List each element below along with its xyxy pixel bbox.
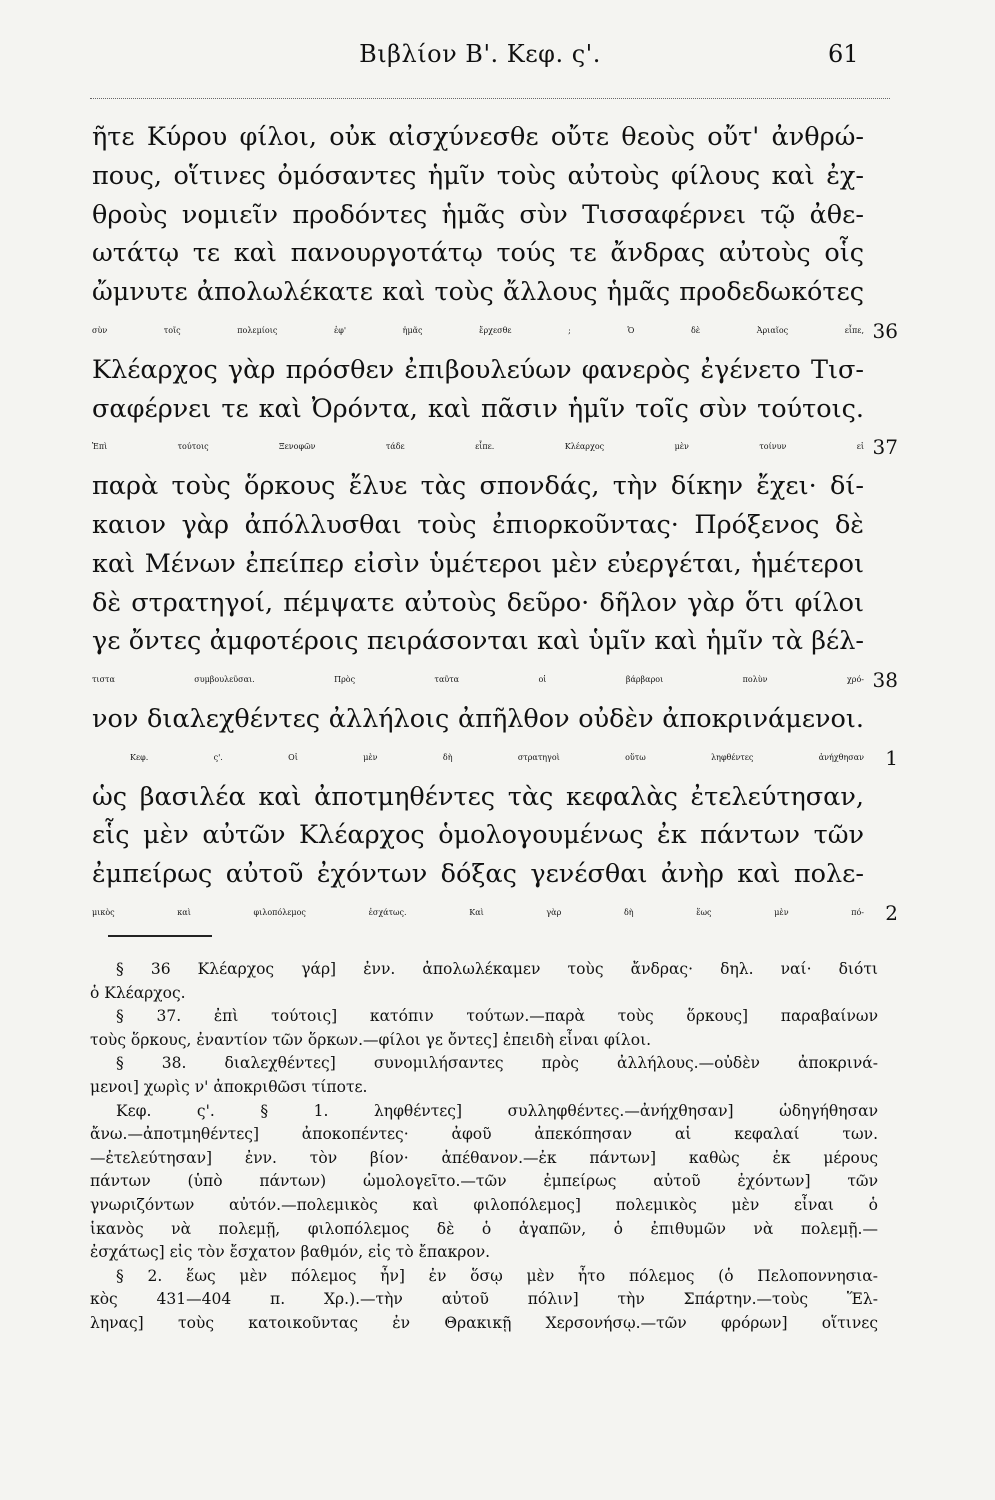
- section-number: 36: [872, 318, 898, 343]
- footnote-line: —ἐτελεύτησαν] ἐνν. τὸν βίον· ἀπέθανον.—ἐκ πάντων] καθὼς ἐκ μέρους: [90, 1148, 878, 1167]
- line-text: καὶ Μένων ἐπείπερ εἰσὶν ὑμέτεροι μὲν εὐεργέται, ἡμέτεροι: [92, 548, 864, 579]
- text-line: [92, 467, 864, 506]
- footnote-line: § 37. ἐπὶ τούτοις] κατόπιν τούτων.—παρὰ τοὺς ὅρκους] παραβαίνων: [116, 1007, 878, 1026]
- line-text: θροὺς νομιεῖν προδόντες ἡμᾶς σὺν Τισσαφέρνει τῷ ἀθε-: [92, 199, 864, 230]
- line-text: σαφέρνει τε καὶ Ὀρόντα, καὶ πᾶσιν ἡμῖν τοῖς σὺν τούτοις.: [92, 393, 864, 424]
- line-text: ὡς βασιλέα καὶ ἀποτμηθέντες τὰς κεφαλὰς ἐτελεύτησαν,: [92, 781, 864, 812]
- line-text: Ἐπὶ τούτοις Ξενοφῶν τάδε εἶπε. Κλέαρχος μὲν τοίνυν εἰ: [92, 442, 864, 452]
- text-line: [92, 351, 864, 390]
- line-text: νον διαλεχθέντες ἀλλήλοις ἀπῆλθον οὐδὲν ἀποκρινάμενοι.: [92, 703, 864, 734]
- text-line: [92, 894, 898, 933]
- footnote-line: πάντων (ὑπὸ πάντων) ὡμολογεῖτο.—τῶν ἐμπείρως αὐτοῦ ἐχόντων] τῶν: [90, 1172, 878, 1191]
- footnote-line: τοὺς ὅρκους, ἐναντίον τῶν ὅρκων.—φίλοι γε ὄντες] ἐπειδὴ εἶναι φίλοι.: [90, 1030, 652, 1049]
- section-number: 38: [872, 668, 898, 693]
- text-line: [92, 428, 898, 467]
- text-line: [92, 622, 864, 661]
- line-text: μικὸς καὶ φιλοπόλεμος ἐσχάτως. Καὶ γὰρ δὴ ἕως μὲν πό-: [92, 907, 864, 917]
- line-text: τιστα συμβουλεῦσαι. Πρὸς ταῦτα οἱ βάρβαροι πολὺν χρό-: [92, 675, 864, 685]
- section-number: 37: [872, 435, 898, 460]
- section-number: 1: [885, 745, 898, 770]
- page-header: [0, 40, 995, 80]
- text-line: [92, 196, 864, 235]
- footnote-line: ἐσχάτως] εἰς τὸν ἔσχατον βαθμόν, εἰς τὸ ἔπακρον.: [90, 1243, 491, 1262]
- text-line: [92, 778, 864, 817]
- line-text: ωτάτῳ τε καὶ πανουργοτάτῳ τούς τε ἄνδρας αὐτοὺς οἷς: [92, 238, 864, 269]
- line-text: πους, οἵτινες ὀμόσαντες ἡμῖν τοὺς αὐτοὺς φίλους καὶ ἐχ-: [92, 160, 864, 191]
- line-text: παρὰ τοὺς ὅρκους ἔλυε τὰς σπονδάς, τὴν δίκην ἔχει· δί-: [92, 471, 864, 502]
- text-line: [92, 118, 864, 157]
- footnote-line: ὁ Κλέαρχος.: [90, 983, 186, 1002]
- footnote-line: ληνας] τοὺς κατοικοῦντας ἐν Θρακικῇ Χερσονήσῳ.—τῶν φρόρων] οἵτινες: [90, 1313, 878, 1332]
- text-line: [92, 390, 864, 429]
- line-text: ὤμνυτε ἀπολωλέκατε καὶ τοὺς ἄλλους ἡμᾶς προδεδωκότες: [92, 277, 864, 308]
- line-text: Κλέαρχος γὰρ πρόσθεν ἐπιβουλεύων φανερὸς ἐγένετο Τισ-: [92, 354, 864, 385]
- line-text: εἷς μὲν αὐτῶν Κλέαρχος ὁμολογουμένως ἐκ πάντων τῶν: [92, 820, 864, 851]
- footnote-line: ἄνω.—ἀποτμηθέντες] ἀποκοπέντες· ἀφοῦ ἀπεκόπησαν αἱ κεφαλαί των.: [90, 1125, 878, 1144]
- text-line: [92, 234, 864, 273]
- line-text: καιον γὰρ ἀπόλλυσθαι τοὺς ἐπιορκοῦντας· Πρόξενος δὲ: [92, 509, 864, 540]
- footnote-line: § 2. ἕως μὲν πόλεμος ἦν] ἐν ὅσῳ μὲν ἦτο πόλεμος (ὁ Πελοποννησια-: [116, 1266, 878, 1285]
- text-line: [92, 739, 898, 778]
- text-line: [92, 506, 864, 545]
- text-line: [92, 157, 864, 196]
- footnotes: [90, 958, 878, 1336]
- footnote-line: γνωριζόντων αὐτόν.—πολεμικὸς καὶ φιλοπόλεμος] πολεμικὸς μὲν εἶναι ὁ: [90, 1195, 878, 1214]
- text-line: [92, 661, 898, 700]
- line-text: Κεφ. ς'. Οἱ μὲν δὴ στρατηγοὶ οὕτω ληφθέντες ἀνήχθησαν: [130, 752, 864, 762]
- text-line: [92, 273, 864, 312]
- line-text: δὲ στρατηγοί, πέμψατε αὐτοὺς δεῦρο· δῆλον γὰρ ὅτι φίλοι: [92, 587, 864, 618]
- footnote-line: κὸς 431—404 π. Χρ.).—τὴν αὐτοῦ πόλιν] τὴν Σπάρτην.—τοὺς Ἕλ-: [90, 1290, 878, 1309]
- header-rule: [90, 98, 890, 99]
- line-text: ἐμπείρως αὐτοῦ ἐχόντων δόξας γενέσθαι ἀνὴρ καὶ πολε-: [92, 859, 864, 890]
- text-line: [92, 545, 864, 584]
- footnote-line: § 38. διαλεχθέντες] συνομιλήσαντες πρὸς ἀλλήλους.—οὐδὲν ἀποκρινά-: [116, 1054, 878, 1073]
- footnote-line: μενοι] χωρὶς ν' ἀποκριθῶσι τίποτε.: [90, 1077, 368, 1096]
- text-line: [92, 584, 864, 623]
- page-number: 61: [828, 40, 859, 68]
- text-line: [92, 855, 864, 894]
- footnote-rule: [108, 935, 212, 937]
- text-line: [92, 816, 864, 855]
- line-text: σὺν τοῖς πολεμίοις ἐφ' ἡμᾶς ἔρχεσθε ; Ὁ δὲ Ἀριαῖος εἶπε,: [92, 325, 864, 335]
- text-line: [92, 700, 864, 739]
- text-line: [92, 312, 898, 351]
- running-head: Βιβλίον Β'. Κεφ. ς'.: [359, 40, 601, 68]
- section-number: 2: [885, 900, 898, 925]
- footnote-line: Κεφ. ς'. § 1. ληφθέντες] συλληφθέντες.—ἀνήχθησαν] ὡδηγήθησαν: [116, 1101, 878, 1120]
- main-text: [92, 118, 898, 933]
- line-text: γε ὄντες ἀμφοτέροις πειράσονται καὶ ὑμῖν καὶ ἡμῖν τὰ βέλ-: [92, 626, 864, 657]
- footnote-line: § 36 Κλέαρχος γάρ] ἐνν. ἀπολωλέκαμεν τοὺς ἄνδρας· δηλ. ναί· διότι: [116, 960, 878, 978]
- footnote-line: ἱκανὸς νὰ πολεμῇ, φιλοπόλεμος δὲ ὁ ἀγαπῶν, ὁ ἐπιθυμῶν νὰ πολεμῇ.—: [90, 1219, 878, 1238]
- line-text: ῆτε Κύρου φίλοι, οὐκ αἰσχύνεσθε οὔτε θεοὺς οὔτ' ἀνθρώ-: [92, 122, 864, 152]
